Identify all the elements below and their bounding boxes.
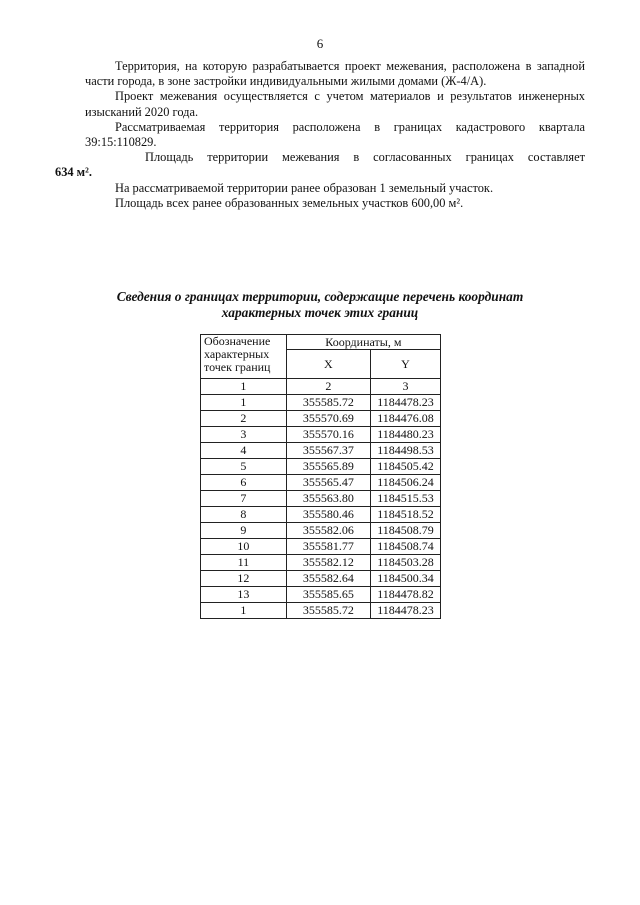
table-row [201, 571, 441, 587]
column-number: 1 [201, 379, 287, 395]
x-value: 355567.37 [286, 443, 370, 459]
y-value: 1184478.23 [371, 603, 441, 619]
column-number: 3 [371, 379, 441, 395]
x-value: 355582.64 [286, 571, 370, 587]
x-value: 355585.72 [286, 603, 370, 619]
paragraph-territory-location: Территория, на которую разрабатывается проект межевания, расположена в западной части города, в зоне застройки индивидуальными жилыми домами (Ж-4/А). [85, 59, 585, 89]
y-value: 1184476.08 [371, 411, 441, 427]
y-value: 1184508.74 [371, 539, 441, 555]
table-row [201, 491, 441, 507]
y-value: 1184500.34 [371, 571, 441, 587]
y-value: 1184498.53 [371, 443, 441, 459]
header-coordinates: Координаты, м [286, 335, 440, 350]
point-number: 5 [201, 459, 287, 475]
area-value: 634 м². [55, 165, 92, 180]
coordinates-table-header [201, 335, 441, 395]
x-value: 355585.72 [286, 395, 370, 411]
x-value: 355582.06 [286, 523, 370, 539]
x-value: 355565.47 [286, 475, 370, 491]
table-row [201, 411, 441, 427]
paragraph-area [55, 150, 585, 180]
table-row [201, 603, 441, 619]
y-value: 1184480.23 [371, 427, 441, 443]
x-value: 355570.16 [286, 427, 370, 443]
point-number: 13 [201, 587, 287, 603]
table-row [201, 459, 441, 475]
point-number: 12 [201, 571, 287, 587]
point-number: 6 [201, 475, 287, 491]
header-x: X [286, 350, 370, 379]
x-value: 355585.65 [286, 587, 370, 603]
body-text [55, 59, 585, 211]
x-value: 355565.89 [286, 459, 370, 475]
point-number: 1 [201, 395, 287, 411]
y-value: 1184508.79 [371, 523, 441, 539]
column-number: 2 [286, 379, 370, 395]
y-value: 1184503.28 [371, 555, 441, 571]
y-value: 1184478.82 [371, 587, 441, 603]
x-value: 355581.77 [286, 539, 370, 555]
point-number: 1 [201, 603, 287, 619]
table-row [201, 475, 441, 491]
point-number: 9 [201, 523, 287, 539]
coordinates-table-body [201, 395, 441, 619]
table-row [201, 555, 441, 571]
paragraph-project-basis: Проект межевания осуществляется с учетом материалов и результатов инженерных изысканий 2020 года. [85, 89, 585, 119]
paragraph-plots-area: Площадь всех ранее образованных земельных участков 600,00 м². [115, 195, 464, 210]
point-number: 8 [201, 507, 287, 523]
point-number: 10 [201, 539, 287, 555]
paragraph-existing-plots: На рассматриваемой территории ранее образован 1 земельный участок. [115, 180, 494, 195]
y-value: 1184505.42 [371, 459, 441, 475]
x-value: 355563.80 [286, 491, 370, 507]
point-number: 7 [201, 491, 287, 507]
point-number: 2 [201, 411, 287, 427]
paragraph-cadastral-quarter: Рассматриваемая территория расположена в границах кадастрового квартала 39:15:110829. [85, 119, 585, 150]
y-value: 1184515.53 [371, 491, 441, 507]
header-point-designation: Обозначение характерных точек границ [201, 335, 287, 379]
point-number: 3 [201, 427, 287, 443]
table-row [201, 395, 441, 411]
x-value: 355582.12 [286, 555, 370, 571]
y-value: 1184518.52 [371, 507, 441, 523]
y-value: 1184478.23 [371, 395, 441, 411]
table-row [201, 427, 441, 443]
point-number: 4 [201, 443, 287, 459]
section-title-line-2: характерных точек этих границ [221, 305, 419, 320]
x-value: 355570.69 [286, 411, 370, 427]
header-y: Y [371, 350, 441, 379]
section-title [85, 289, 555, 321]
table-row [201, 443, 441, 459]
table-row [201, 507, 441, 523]
page-number: 6 [316, 36, 324, 51]
section-title-line-1: Сведения о границах территории, содержащие перечень координат [116, 289, 524, 304]
table-row [201, 539, 441, 555]
point-number: 11 [201, 555, 287, 571]
x-value: 355580.46 [286, 507, 370, 523]
table-row [201, 587, 441, 603]
coordinates-table [200, 334, 441, 619]
column-numbers-row [201, 379, 441, 395]
y-value: 1184506.24 [371, 475, 441, 491]
table-row [201, 523, 441, 539]
area-label: Площадь территории межевания в согласованных границах составляет [145, 150, 585, 165]
